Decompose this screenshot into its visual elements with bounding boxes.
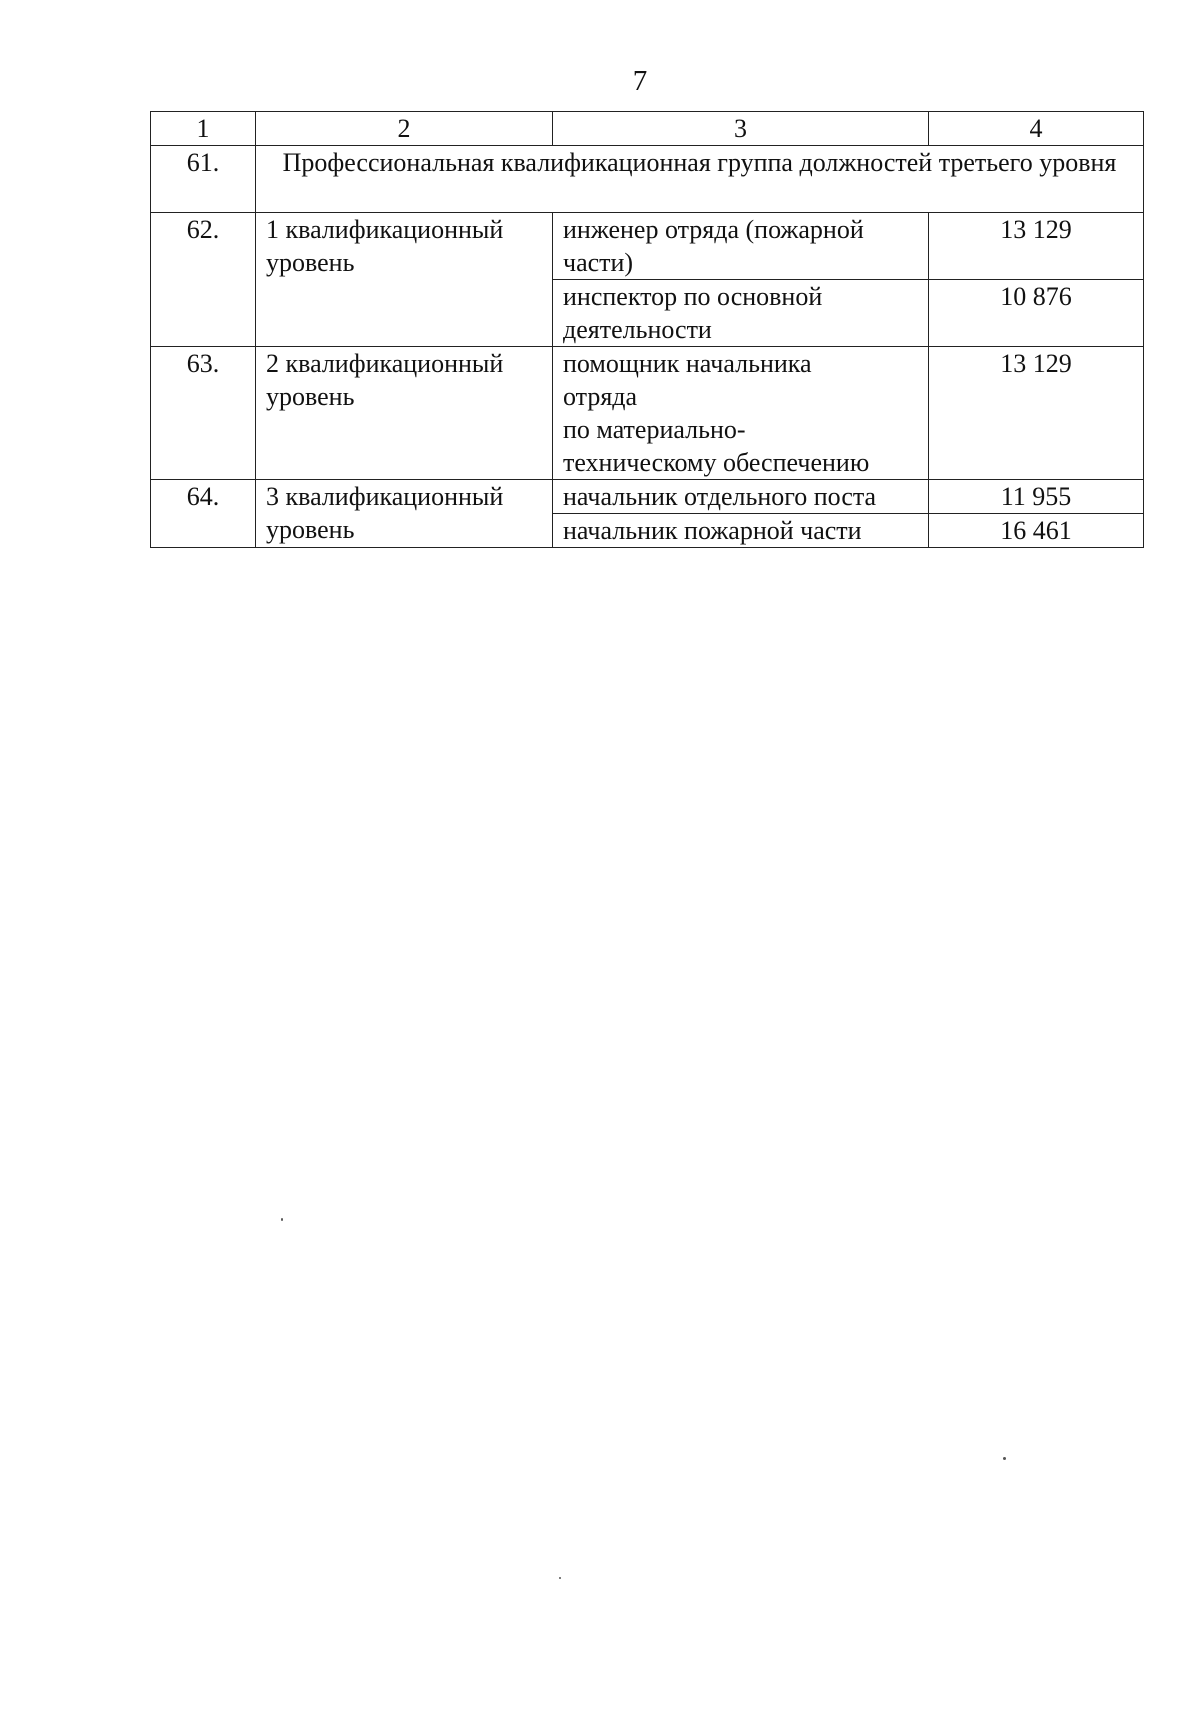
header-cell-1: 1 [151,112,256,146]
header-cell-2: 2 [256,112,553,146]
position-name: инспектор по основной деятельности [553,280,929,347]
position-name: начальник отдельного поста [553,480,929,514]
salary-table [150,111,1144,548]
scan-speck [1003,1457,1006,1460]
scan-speck [281,1218,283,1221]
header-cell-3: 3 [553,112,929,146]
group-row [151,146,1144,213]
position-name: инженер отряда (пожарной части) [553,213,929,280]
row-number: 63. [151,347,256,480]
row-number: 64. [151,480,256,548]
position-name: помощник начальника отряда по материально- техническому обеспечению [553,347,929,480]
salary-value: 16 461 [929,514,1144,548]
row-number: 62. [151,213,256,347]
qualification-level: 2 квалификационный уровень [256,347,553,480]
salary-value: 10 876 [929,280,1144,347]
salary-value: 11 955 [929,480,1144,514]
group-row-number: 61. [151,146,256,213]
table-header-row [151,112,1144,146]
salary-value: 13 129 [929,213,1144,280]
qualification-level: 1 квалификационный уровень [256,213,553,347]
salary-value: 13 129 [929,347,1144,480]
table-row [151,347,1144,480]
table-row [151,480,1144,514]
qualification-level: 3 квалификационный уровень [256,480,553,548]
table-row [151,213,1144,280]
scan-speck [559,1577,561,1579]
group-row-title: Профессиональная квалификационная группа должностей третьего уровня [256,146,1144,213]
position-name: начальник пожарной части [553,514,929,548]
page-number: 7 [632,65,648,97]
header-cell-4: 4 [929,112,1144,146]
